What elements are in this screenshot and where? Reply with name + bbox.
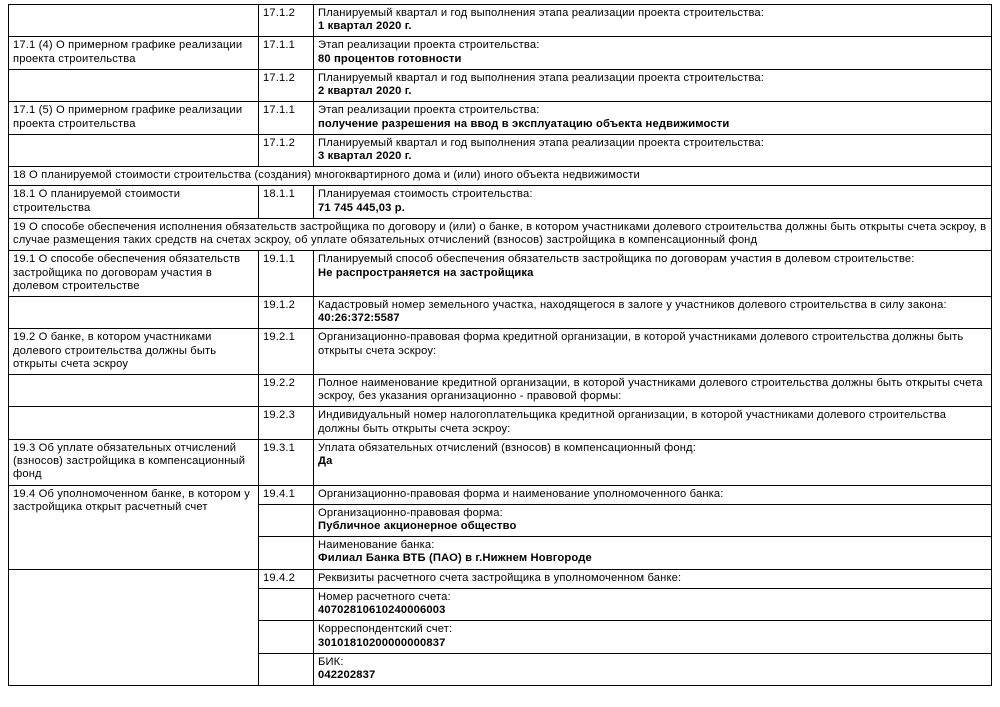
table-row	[9, 134, 992, 166]
row-content	[314, 69, 992, 101]
row-code: 19.2.2	[259, 375, 314, 407]
table-row	[9, 296, 992, 328]
row-content	[314, 5, 992, 37]
row-value: 80 процентов готовности	[318, 52, 462, 65]
row-code: 17.1.2	[259, 5, 314, 37]
row-label: Индивидуальный номер налогоплательщика кредитной организации, в которой участниками долевого строительства должны быть открыты счета эскроу:	[318, 409, 947, 435]
table-row	[9, 407, 992, 439]
row-section-title	[9, 69, 259, 101]
row-label: Номер расчетного счета:	[318, 590, 451, 603]
section-header: 18 О планируемой стоимости строительства (создания) многоквартирного дома и (или) иного объекта недвижимости	[9, 167, 992, 186]
row-section-title: 18.1 О планируемой стоимости строительства	[9, 186, 259, 218]
row-value: 1 квартал 2020 г.	[318, 20, 412, 33]
row-code: 19.3.1	[259, 439, 314, 485]
row-code: 17.1.1	[259, 102, 314, 134]
row-content	[314, 439, 992, 485]
table-row	[9, 569, 992, 588]
table-row	[9, 69, 992, 101]
row-label: Реквизиты расчетного счета застройщика в уполномоченном банке:	[318, 571, 682, 584]
row-label: Наименование банка:	[318, 539, 435, 552]
table-row	[9, 375, 992, 407]
row-label: Организационно-правовая форма:	[318, 506, 503, 519]
table-row	[9, 5, 992, 37]
table-body	[9, 5, 992, 686]
row-code: 19.4.1	[259, 485, 314, 504]
row-value: Публичное акционерное общество	[318, 520, 517, 532]
row-section-title: 19.4 Об уполномоченном банке, в котором у застройщика открыт расчетный счет	[9, 485, 259, 569]
row-code: 17.1.1	[259, 37, 314, 69]
row-section-title: 19.1 О способе обеспечения обязательств застройщика по договорам участия в долевом строительстве	[9, 251, 259, 297]
row-value: Филиал Банка ВТБ (ПАО) в г.Нижнем Новгороде	[318, 552, 592, 565]
row-label: Кадастровый номер земельного участка, находящегося в залоге у участников долевого строительства в силу закона:	[318, 298, 947, 311]
table-row	[9, 186, 992, 218]
row-value: 042202837	[318, 668, 376, 681]
row-label: Планируемый способ обеспечения обязательств застройщика по договорам участия в долевом строительстве:	[318, 253, 915, 266]
row-content	[314, 37, 992, 69]
row-label: Этап реализации проекта строительства:	[318, 104, 540, 117]
row-section-title: 19.3 Об уплате обязательных отчислений (взносов) застройщика в компенсационный фонд	[9, 439, 259, 485]
row-content	[314, 621, 992, 653]
row-code-empty	[259, 588, 314, 620]
row-label: Уплата обязательных отчислений (взносов) в компенсационный фонд:	[318, 441, 696, 454]
row-code: 19.2.1	[259, 329, 314, 375]
row-section-title: 17.1 (4) О примерном графике реализации проекта строительства	[9, 37, 259, 69]
project-declaration-table	[8, 4, 992, 686]
row-content	[314, 186, 992, 218]
row-label: Планируемая стоимость строительства:	[318, 188, 533, 201]
row-content	[314, 251, 992, 297]
row-content	[314, 407, 992, 439]
row-label: БИК:	[318, 655, 344, 668]
row-code-empty	[259, 504, 314, 536]
row-value: Да	[318, 455, 333, 468]
row-content	[314, 588, 992, 620]
row-code: 19.2.3	[259, 407, 314, 439]
row-content	[314, 569, 992, 588]
row-section-title	[9, 569, 259, 686]
row-value: 40702810610240006003	[318, 604, 446, 617]
table-row-section	[9, 218, 992, 250]
table-row	[9, 485, 992, 504]
row-section-title: 19.2 О банке, в котором участниками долевого строительства должны быть открыты счета эскроу	[9, 329, 259, 375]
row-content	[314, 504, 992, 536]
row-value: получение разрешения на ввод в эксплуатацию объекта недвижимости	[318, 117, 730, 130]
row-content	[314, 102, 992, 134]
table-row	[9, 439, 992, 485]
row-value: 2 квартал 2020 г.	[318, 85, 412, 98]
row-code: 18.1.1	[259, 186, 314, 218]
row-code-empty	[259, 537, 314, 569]
row-section-title	[9, 296, 259, 328]
table-row	[9, 251, 992, 297]
row-value: 30101810200000000837	[318, 636, 446, 649]
row-section-title	[9, 375, 259, 407]
row-content	[314, 375, 992, 407]
table-row	[9, 102, 992, 134]
row-label: Этап реализации проекта строительства:	[318, 39, 540, 52]
row-section-title	[9, 134, 259, 166]
row-value: 40:26:372:5587	[318, 312, 400, 325]
row-code-empty	[259, 621, 314, 653]
row-content	[314, 134, 992, 166]
row-section-title	[9, 5, 259, 37]
table-row-section	[9, 167, 992, 186]
table-row	[9, 329, 992, 375]
section-header: 19 О способе обеспечения исполнения обязательств застройщика по договору и (или) о банке, в котором участниками долевого строительства должны быть открыты счета эскроу, в случае размещения таких средств на счетах эскроу, об уплате обязательных отчислений (взносов) застройщика в компенсационный фонд	[9, 218, 992, 250]
row-section-title	[9, 407, 259, 439]
row-label: Организационно-правовая форма кредитной организации, в которой участниками долевого строительства должны быть открыты счета эскроу:	[318, 331, 964, 357]
row-content	[314, 537, 992, 569]
row-content	[314, 296, 992, 328]
row-code: 19.1.1	[259, 251, 314, 297]
row-label: Организационно-правовая форма и наименование уполномоченного банка:	[318, 487, 724, 500]
table-row	[9, 37, 992, 69]
row-label: Полное наименование кредитной организации, в которой участниками долевого строительства должны быть открыты счета эскроу, без указания организационно - правовой формы:	[318, 377, 983, 403]
row-label: Планируемый квартал и год выполнения этапа реализации проекта строительства:	[318, 136, 765, 149]
row-code-empty	[259, 653, 314, 685]
row-code: 19.1.2	[259, 296, 314, 328]
row-value: Не распространяется на застройщика	[318, 266, 534, 279]
row-section-title: 17.1 (5) О примерном графике реализации проекта строительства	[9, 102, 259, 134]
row-code: 19.4.2	[259, 569, 314, 588]
row-code: 17.1.2	[259, 134, 314, 166]
row-code: 17.1.2	[259, 69, 314, 101]
row-label: Планируемый квартал и год выполнения этапа реализации проекта строительства:	[318, 7, 765, 19]
row-value: 71 745 445,03 р.	[318, 201, 405, 214]
row-content	[314, 329, 992, 375]
row-value: 3 квартал 2020 г.	[318, 149, 412, 162]
row-content	[314, 653, 992, 685]
row-label: Корреспондентский счет:	[318, 623, 453, 636]
row-content	[314, 485, 992, 504]
row-label: Планируемый квартал и год выполнения этапа реализации проекта строительства:	[318, 71, 765, 84]
